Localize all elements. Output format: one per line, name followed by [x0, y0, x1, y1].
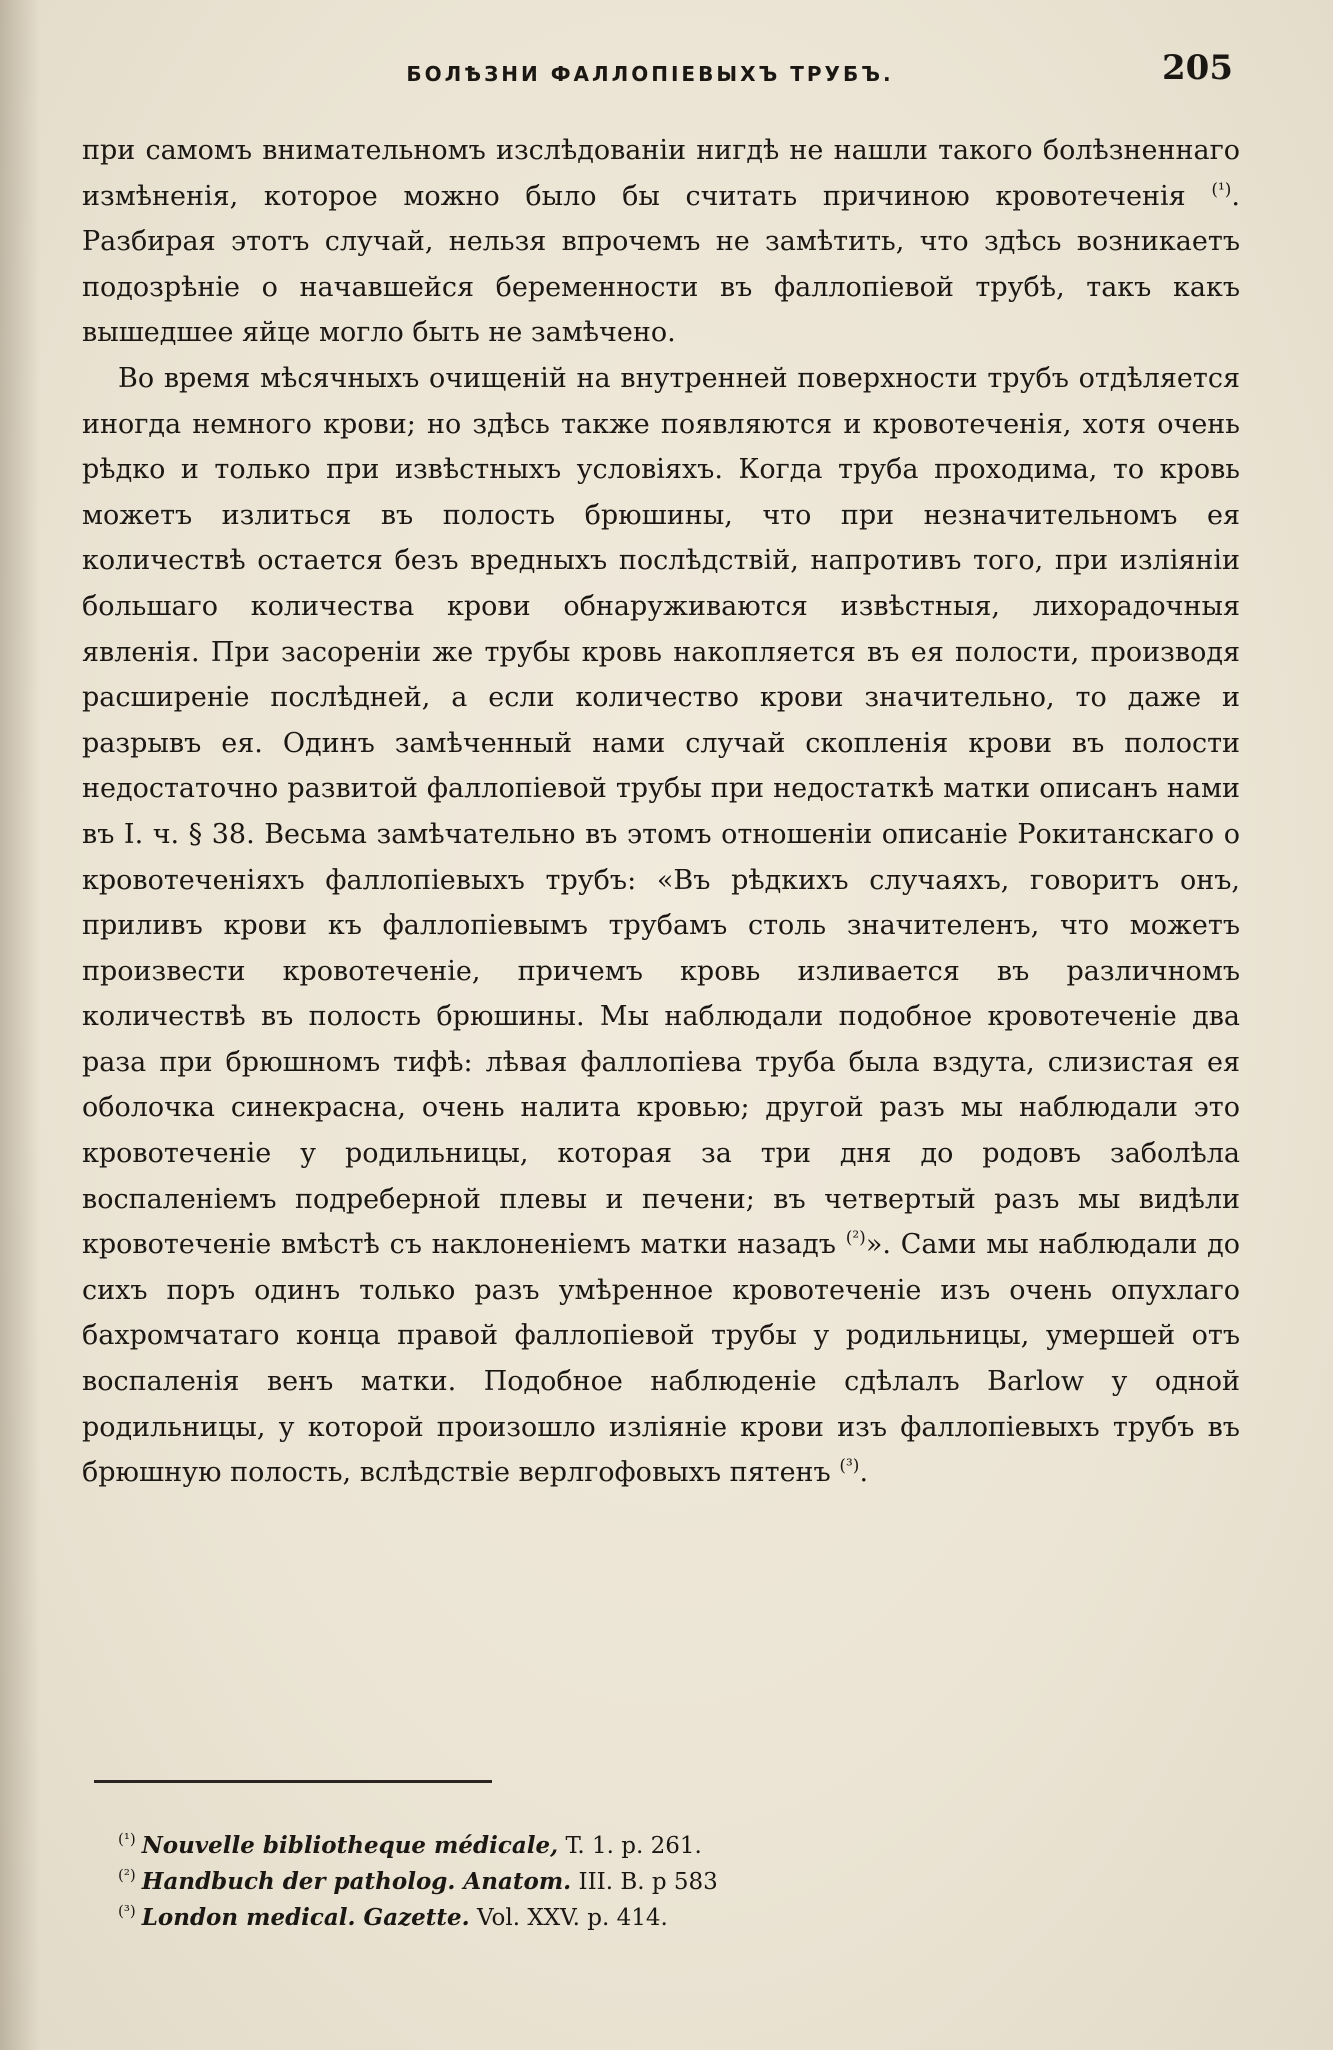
binding-shadow — [0, 0, 40, 2050]
running-title: БОЛѢЗНИ ФАЛЛОПІЕВЫХЪ ТРУБЪ. — [406, 62, 894, 86]
footnote-source: Nouvelle bibliotheque médicale, — [141, 1832, 559, 1859]
paragraph-2-end: . — [859, 1457, 869, 1489]
footnote-detail: III. B. p 583 — [571, 1869, 718, 1895]
footnotes — [118, 1828, 1018, 1936]
footnote-mark: (¹) — [118, 1830, 136, 1849]
footnote-3 — [118, 1900, 1018, 1936]
paragraph-1 — [82, 128, 1240, 356]
body-text — [82, 128, 1240, 1496]
footnote-source: Handbuch der patholog. Anatom. — [141, 1868, 572, 1895]
footnote-ref-1: (¹) — [1211, 179, 1232, 200]
footnote-detail: T. 1. p. 261. — [558, 1833, 702, 1859]
footnote-ref-3: (³) — [839, 1456, 860, 1477]
paragraph-1-end: . Разбирая этотъ случай, нельзя впрочемъ не замѣтить, что здѣсь возникаетъ подозрѣніе о начавшейся беременности въ фаллопіевой трубѣ, такъ какъ вышедшее яйце могло быть не замѣчено. — [82, 180, 1240, 349]
footnote-ref-2: (²) — [845, 1228, 866, 1249]
footnote-2 — [118, 1864, 1018, 1900]
footnote-mark: (³) — [118, 1902, 136, 1921]
footnote-rule — [94, 1780, 492, 1783]
footnote-detail: Vol. XXV. p. 414. — [469, 1905, 668, 1931]
paragraph-1-text: при самомъ внимательномъ изслѣдованіи нигдѣ не нашли такого болѣзненнаго измѣненія, которое можно было бы считать причиною кровотеченія — [82, 135, 1240, 212]
footnote-mark: (²) — [118, 1866, 136, 1885]
page-number: 205 — [1162, 48, 1233, 88]
paragraph-2-mid: ». Сами мы наблюдали до сихъ поръ одинъ только разъ умѣренное кровотеченіе изъ очень опухлаго бахромчатаго конца правой фаллопіевой трубы у родильницы, умершей отъ воспаленія венъ матки. Подобное наблюденіе сдѣлалъ Barlow у одной родильницы, у которой произошло изліяніе крови изъ фаллопіевыхъ трубъ въ брюшную полость, вслѣдствіе верлгофовыхъ пятенъ — [82, 1229, 1240, 1489]
paragraph-2-text: Во время мѣсячныхъ очищеній на внутренней поверхности трубъ отдѣляется иногда немного крови; но здѣсь также появляются и кровотеченія, хотя очень рѣдко и только при извѣстныхъ условіяхъ. Когда труба проходима, то кровь можетъ излиться въ полость брюшины, что при незначительномъ ея количествѣ остается безъ вредныхъ послѣдствій, напротивъ того, при изліяніи большаго количества крови обнаруживаются извѣстныя, лихорадочныя явленія. При засореніи же трубы кровь накопляется въ ея полости, производя расширеніе послѣдней, а если количество крови значительно, то даже и разрывъ ея. Одинъ замѣченный нами случай скопленія крови въ полости недостаточно развитой фаллопіевой трубы при недостаткѣ матки описанъ нами въ I. ч. § 38. Весьма замѣчательно въ этомъ отношеніи описаніе Рокитанскаго о кровотеченіяхъ фаллопіевыхъ трубъ: «Въ рѣдкихъ случаяхъ, говоритъ онъ, приливъ крови къ фаллопіевымъ трубамъ столь значителенъ, что можетъ произвести кровотеченіе, причемъ кровь изливается въ различномъ количествѣ въ полость брюшины. Мы наблюдали подобное кровотеченіе два раза при брюшномъ тифѣ: лѣвая фаллопіева труба была вздута, слизистая ея оболочка синекрасна, очень налита кровью; другой разъ мы наблюдали это кровотеченіе у родильницы, которая за три дня до родовъ заболѣла воспаленіемъ подреберной плевы и печени; въ четвертый разъ мы видѣли кровотеченіе вмѣстѣ съ наклоненіемъ матки назадъ — [82, 362, 1240, 1261]
footnote-1 — [118, 1828, 1018, 1864]
footnote-source: London medical. Gazette. — [141, 1904, 470, 1931]
paragraph-2 — [82, 356, 1240, 1496]
